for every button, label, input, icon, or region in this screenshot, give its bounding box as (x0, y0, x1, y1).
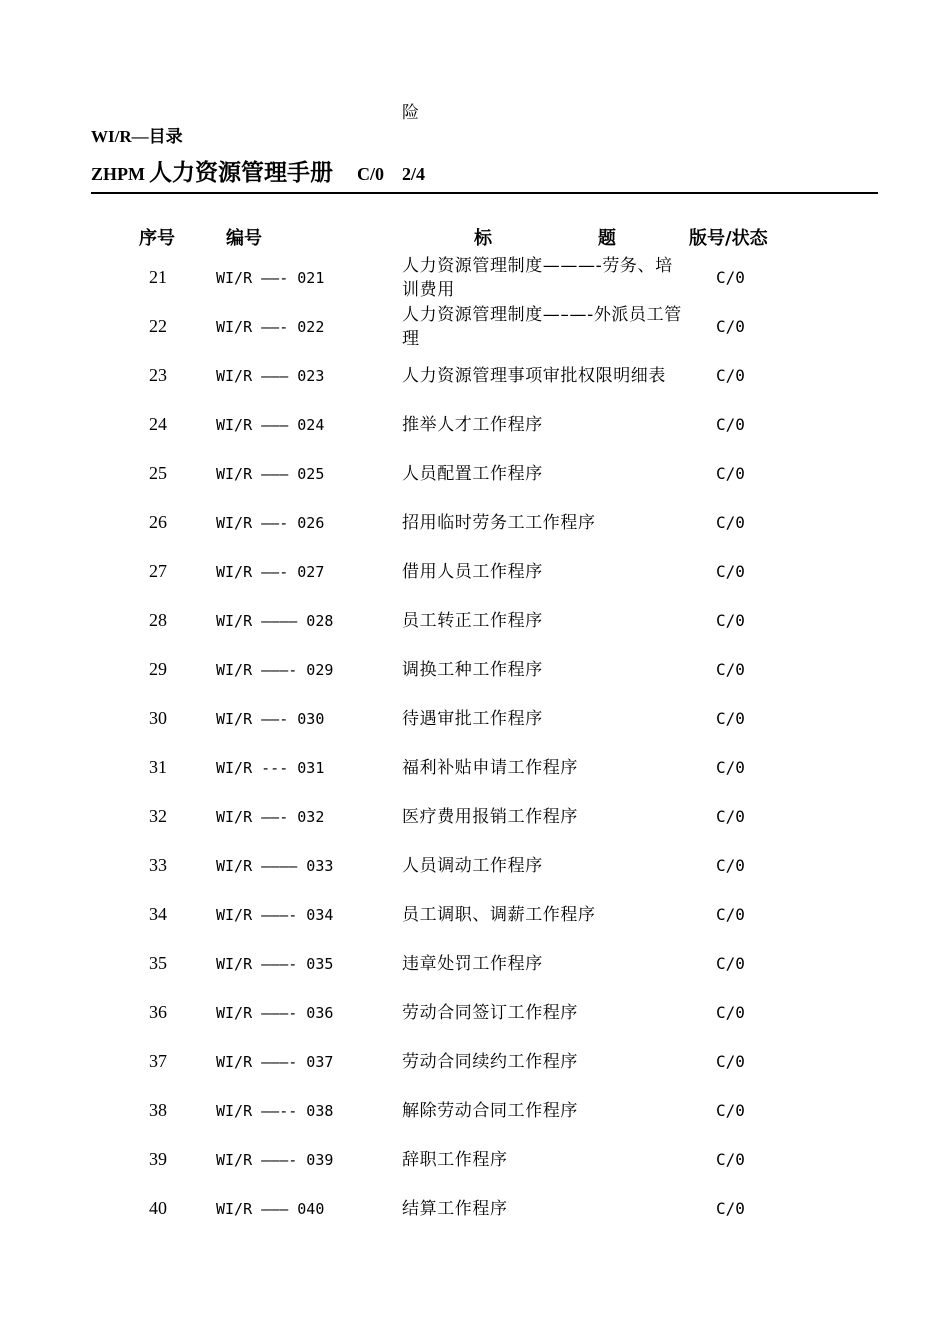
row-code: WI/R —–— 024 (216, 415, 325, 434)
column-header-title-part2: 题 (598, 228, 616, 249)
row-version: C/0 (716, 1101, 745, 1120)
manual-prefix: ZHPM (91, 164, 145, 184)
row-title: 人员配置工作程序 (402, 463, 543, 484)
row-title: 借用人员工作程序 (402, 561, 543, 582)
table-row (0, 449, 950, 498)
row-title: 人力资源管理事项审批权限明细表 (402, 365, 666, 386)
row-code: WI/R —–-- 038 (216, 1101, 334, 1120)
row-number: 22 (149, 316, 167, 336)
row-version: C/0 (716, 1003, 745, 1022)
row-version: C/0 (716, 1199, 745, 1218)
table-row (0, 302, 950, 351)
column-header-title-part1: 标 (474, 228, 492, 249)
row-version: C/0 (716, 758, 745, 777)
row-title: 员工转正工作程序 (402, 610, 543, 631)
row-number: 40 (149, 1198, 167, 1218)
row-version: C/0 (716, 1150, 745, 1169)
manual-version: C/0 (357, 164, 384, 184)
row-number: 23 (149, 365, 167, 385)
document-code: WI/R—目录 (91, 127, 183, 146)
row-code: WI/R —–—- 037 (216, 1052, 334, 1071)
row-code: WI/R —–- 026 (216, 513, 325, 532)
row-version: C/0 (716, 709, 745, 728)
row-version: C/0 (716, 611, 745, 630)
row-version: C/0 (716, 464, 745, 483)
row-code: WI/R ———— 028 (216, 611, 334, 630)
table-row (0, 253, 950, 302)
row-code: WI/R —–—- 039 (216, 1150, 334, 1169)
row-title: 劳动合同签订工作程序 (402, 1002, 578, 1023)
row-title: 待遇审批工作程序 (402, 708, 543, 729)
manual-title: 人力资源管理手册 (149, 160, 333, 186)
row-number: 33 (149, 855, 167, 875)
row-version: C/0 (716, 317, 745, 336)
table-row (0, 743, 950, 792)
table-row (0, 1037, 950, 1086)
row-title: 人力资源管理制度———-劳务、培训费用 (402, 255, 673, 300)
row-number: 32 (149, 806, 167, 826)
table-row (0, 400, 950, 449)
row-number: 34 (149, 904, 167, 924)
row-title: 违章处罚工作程序 (402, 953, 543, 974)
table-row (0, 792, 950, 841)
row-number: 36 (149, 1002, 167, 1022)
row-number: 25 (149, 463, 167, 483)
row-title: 辞职工作程序 (402, 1149, 508, 1170)
table-row (0, 939, 950, 988)
row-number: 39 (149, 1149, 167, 1169)
table-row (0, 645, 950, 694)
column-header-version: 版号/状态 (689, 228, 768, 249)
row-title: 劳动合同续约工作程序 (402, 1051, 578, 1072)
table-row (0, 1135, 950, 1184)
row-code: WI/R —–—- 036 (216, 1003, 334, 1022)
row-number: 38 (149, 1100, 167, 1120)
row-code: WI/R —–- 032 (216, 807, 325, 826)
table-row (0, 547, 950, 596)
row-number: 37 (149, 1051, 167, 1071)
table-row (0, 841, 950, 890)
row-title: 招用临时劳务工工作程序 (402, 512, 596, 533)
row-number: 27 (149, 561, 167, 581)
row-number: 35 (149, 953, 167, 973)
row-version: C/0 (716, 660, 745, 679)
row-code: WI/R --- 031 (216, 758, 325, 777)
table-row (0, 596, 950, 645)
row-title: 调换工种工作程序 (402, 659, 543, 680)
table-row (0, 498, 950, 547)
row-title: 福利补贴申请工作程序 (402, 757, 578, 778)
row-code: WI/R ——–- 034 (216, 905, 334, 924)
row-code: WI/R —–- 022 (216, 317, 325, 336)
table-row (0, 1086, 950, 1135)
row-code: WI/R —–- 030 (216, 709, 325, 728)
row-version: C/0 (716, 562, 745, 581)
table-row (0, 351, 950, 400)
row-code: WI/R ——–- 029 (216, 660, 334, 679)
row-title: 人员调动工作程序 (402, 855, 543, 876)
row-version: C/0 (716, 856, 745, 875)
row-code: WI/R —–- 027 (216, 562, 325, 581)
row-title: 医疗费用报销工作程序 (402, 806, 578, 827)
row-version: C/0 (716, 415, 745, 434)
header-divider (91, 192, 878, 194)
row-version: C/0 (716, 905, 745, 924)
row-title: 解除劳动合同工作程序 (402, 1100, 578, 1121)
column-header-number: 序号 (139, 228, 175, 249)
row-code: WI/R —–- 021 (216, 268, 325, 287)
row-title: 推举人才工作程序 (402, 414, 543, 435)
row-version: C/0 (716, 513, 745, 532)
top-fragment-text: 险 (402, 103, 419, 123)
table-row (0, 694, 950, 743)
row-code: WI/R ——– 023 (216, 366, 325, 385)
table-row (0, 1184, 950, 1233)
row-number: 31 (149, 757, 167, 777)
row-number: 26 (149, 512, 167, 532)
row-code: WI/R ——– 025 (216, 464, 325, 483)
column-header-code: 编号 (226, 228, 262, 249)
row-code: WI/R —–— 040 (216, 1199, 325, 1218)
row-number: 28 (149, 610, 167, 630)
row-code: WI/R ———– 033 (216, 856, 334, 875)
row-version: C/0 (716, 1052, 745, 1071)
table-row (0, 988, 950, 1037)
row-version: C/0 (716, 954, 745, 973)
row-title: 结算工作程序 (402, 1198, 508, 1219)
row-number: 29 (149, 659, 167, 679)
row-number: 24 (149, 414, 167, 434)
row-title: 员工调职、调薪工作程序 (402, 904, 596, 925)
row-version: C/0 (716, 268, 745, 287)
row-code: WI/R —–—- 035 (216, 954, 334, 973)
row-title: 人力资源管理制度—–—-外派员工管理 (402, 304, 682, 349)
table-row (0, 890, 950, 939)
row-number: 21 (149, 267, 167, 287)
row-number: 30 (149, 708, 167, 728)
row-version: C/0 (716, 366, 745, 385)
page-number: 2/4 (402, 164, 426, 184)
manual-title-line (91, 154, 425, 187)
row-version: C/0 (716, 807, 745, 826)
